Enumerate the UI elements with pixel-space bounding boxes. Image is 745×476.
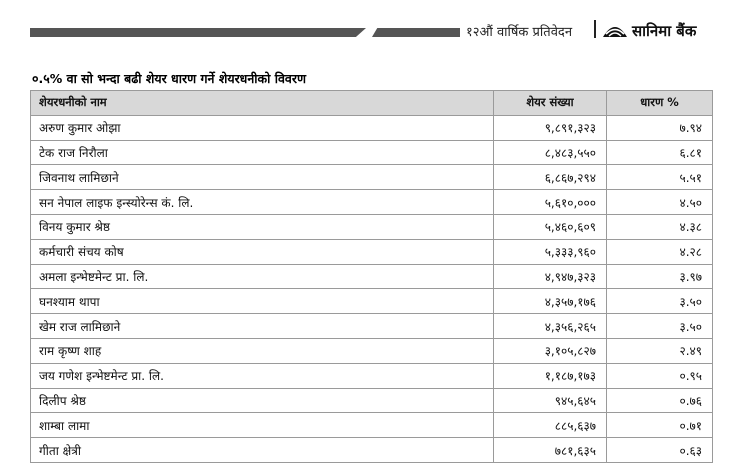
column-header-percent: धारण % [607,91,713,116]
bank-logo [602,20,696,42]
share-count: ४,३५६,२६५ [494,314,607,339]
table-row [31,214,713,239]
holding-percent: ५.५१ [607,165,713,190]
shareholder-name: खेम राज लामिछाने [31,314,494,339]
table-row [31,115,713,140]
header-decor-bar-left [30,28,366,37]
column-header-name: शेयरधनीको नाम [31,91,494,116]
shareholder-name: सन नेपाल लाइफ इन्स्योरेन्स कं. लि. [31,190,494,215]
holding-percent: ३.५० [607,289,713,314]
holding-percent: ०.९५ [607,363,713,388]
table-row [31,190,713,215]
share-count: ९४५,६४५ [494,388,607,413]
shareholder-name: दिलीप श्रेष्ठ [31,388,494,413]
shareholders-table [30,90,713,463]
table-row [31,338,713,363]
holding-percent: ४.२८ [607,239,713,264]
table-header-row [31,91,713,116]
holding-percent: ६.८१ [607,140,713,165]
shareholder-name: कर्मचारी संचय कोष [31,239,494,264]
shareholder-name: शाम्बा लामा [31,413,494,438]
share-count: ४,९४७,३२३ [494,264,607,289]
shareholder-name: अरुण कुमार ओझा [31,115,494,140]
share-count: ८,४८३,५५० [494,140,607,165]
shareholder-name: गीता क्षेत्री [31,438,494,463]
share-count: ५,६१०,००० [494,190,607,215]
table-row [31,413,713,438]
table-row [31,388,713,413]
table-row [31,239,713,264]
shareholder-name: जय गणेश इन्भेष्टमेन्ट प्रा. लि. [31,363,494,388]
holding-percent: ७.९४ [607,115,713,140]
table-row [31,363,713,388]
share-count: ९,८९१,३२३ [494,115,607,140]
bank-logo-icon [602,23,628,39]
bank-name: सानिमा बैंक [632,22,697,40]
column-header-shares: शेयर संख्या [494,91,607,116]
shareholder-name: जिवनाथ लामिछाने [31,165,494,190]
share-count: १,१८७,१७३ [494,363,607,388]
shareholder-name: अमला इन्भेष्टमेन्ट प्रा. लि. [31,264,494,289]
share-count: ७८१,६३५ [494,438,607,463]
holding-percent: २.४९ [607,338,713,363]
share-count: ५,३३३,९६० [494,239,607,264]
holding-percent: ०.७६ [607,388,713,413]
share-count: ६,८६७,२९४ [494,165,607,190]
table-row [31,165,713,190]
share-count: ४,३५७,१७६ [494,289,607,314]
shareholder-name: राम कृष्ण शाह [31,338,494,363]
table-row [31,438,713,463]
header-decor-bar-right [372,28,460,37]
section-title: ०.५% वा सो भन्दा बढी शेयर धारण गर्ने शेयरधनीको विवरण [32,71,307,86]
table-row [31,264,713,289]
holding-percent: ३.९७ [607,264,713,289]
report-title: १२औं वार्षिक प्रतिवेदन [466,25,573,40]
share-count: ५,४६०,६०९ [494,214,607,239]
shareholder-name: घनश्याम थापा [31,289,494,314]
holding-percent: ०.७१ [607,413,713,438]
table-row [31,140,713,165]
holding-percent: ४.५० [607,190,713,215]
page-header [0,0,745,50]
holding-percent: ०.६३ [607,438,713,463]
table-row [31,314,713,339]
share-count: ३,१०५,८२७ [494,338,607,363]
table-row [31,289,713,314]
holding-percent: ४.३८ [607,214,713,239]
shareholder-name: विनय कुमार श्रेष्ठ [31,214,494,239]
header-divider [594,20,596,38]
share-count: ८८५,६३७ [494,413,607,438]
holding-percent: ३.५० [607,314,713,339]
shareholder-name: टेक राज निरौला [31,140,494,165]
